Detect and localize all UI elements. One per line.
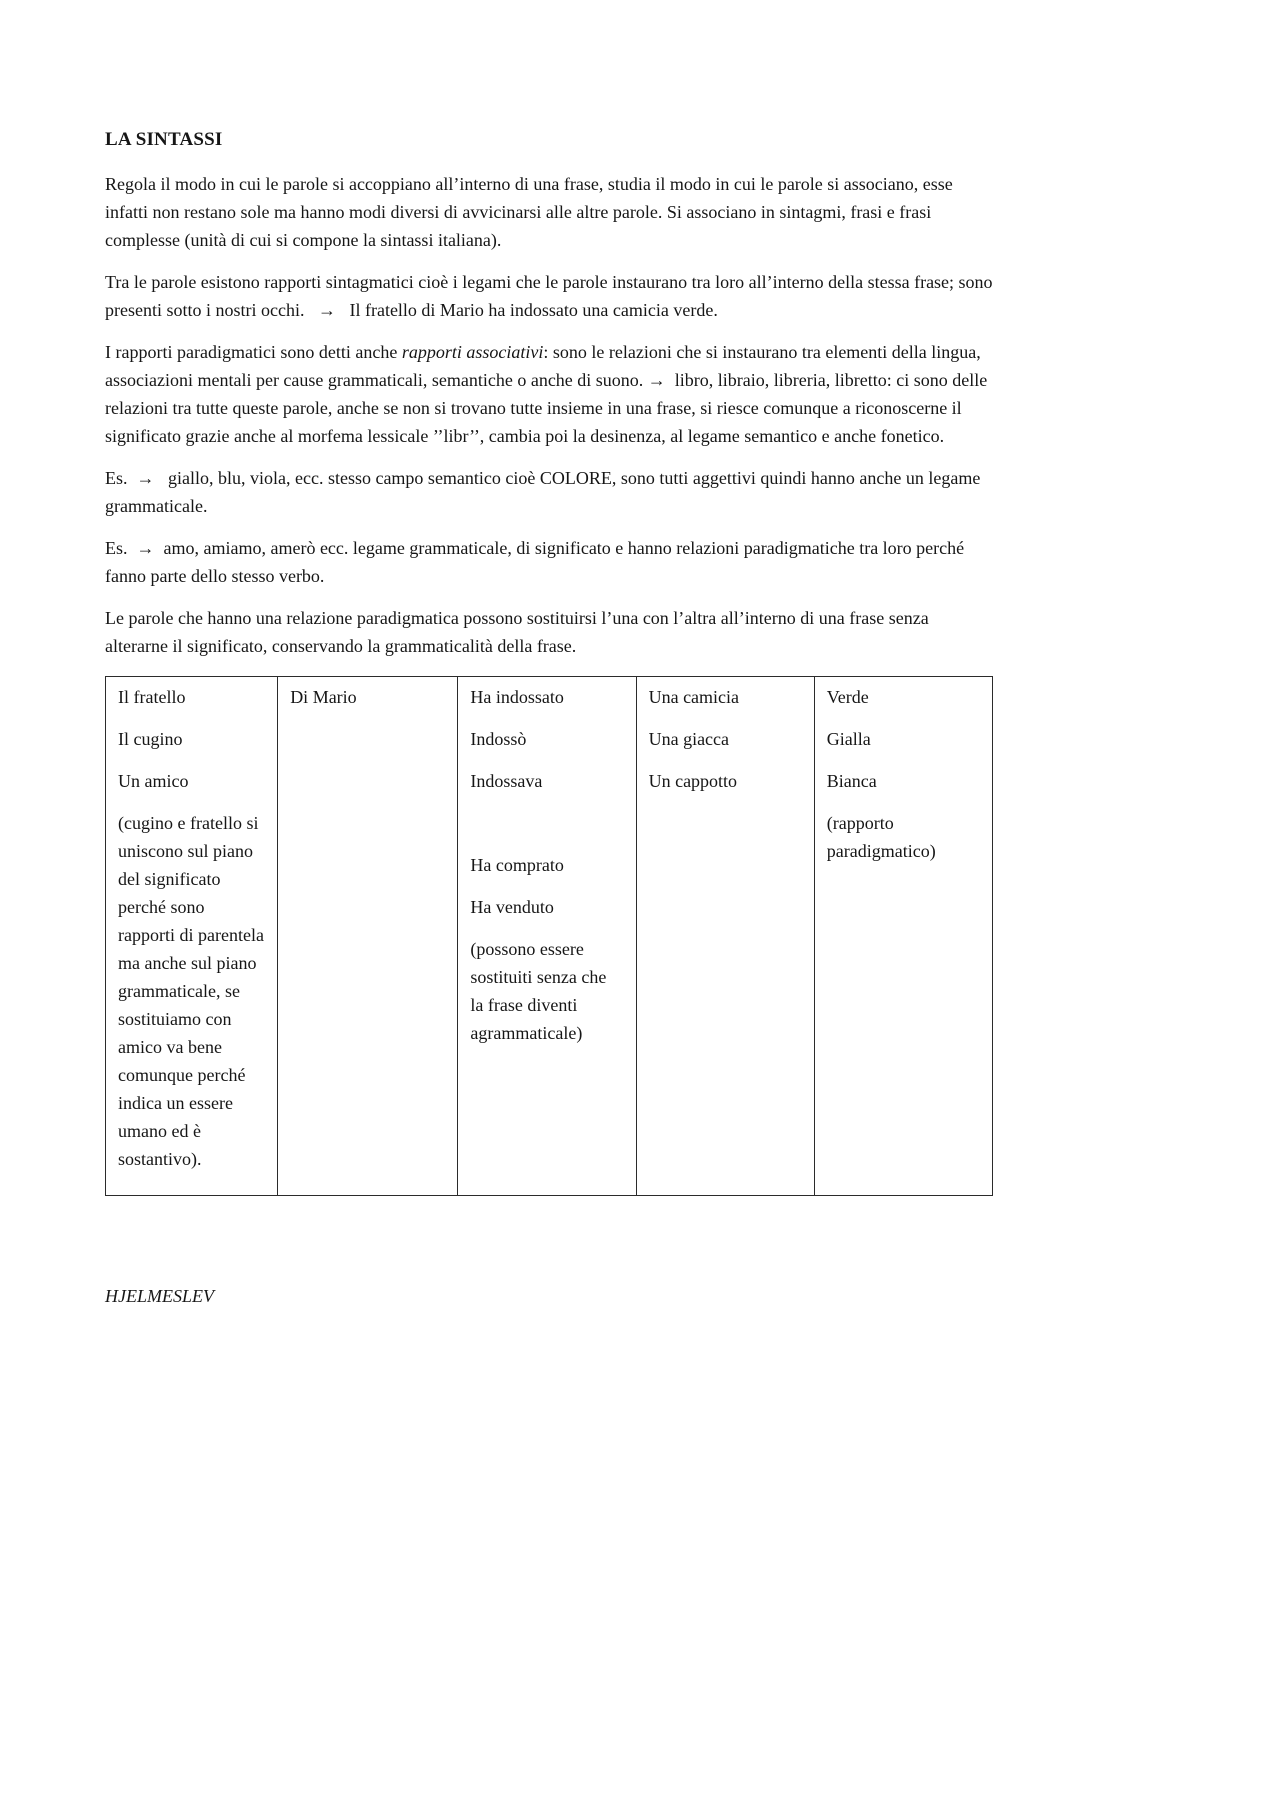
paragraph-definition: Regola il modo in cui le parole si accoppiano all’interno di una frase, studia il modo in cui le parole si associano, esse infatti non restano sole ma hanno modi diversi di avvicinarsi alle altre parole. Si associano in sintagmi, frasi e frasi complesse (unità di cui si compone la sintassi italiana). (105, 174, 953, 250)
document-title: LA SINTASSI (105, 129, 223, 150)
footer-author: HJELMESLEV (105, 1286, 214, 1306)
cell-text: Ha indossato (470, 687, 564, 707)
table-cell-object (636, 677, 814, 1196)
cell-text: Il fratello (118, 687, 186, 707)
cell-note: (possono essere sostituiti senza che la frase diventi agrammaticale) (470, 939, 607, 1043)
cell-note: (cugino e fratello si uniscono sul piano del significato perché sono rapporti di parentela ma anche sul piano grammaticale, se sostituiamo con amico va bene comunque perché indica un essere umano ed è sostantivo). (118, 813, 264, 1169)
cell-text: Bianca (826, 771, 877, 791)
cell-text: Un cappotto (648, 771, 738, 791)
paragraph-paradigmatici-rest: : sono le relazioni che si instaurano tra elementi della lingua, associazioni mentali per cause grammaticali, semantiche o anche di suono. → libro, libraio, libreria, libretto: ci sono delle relazioni tra tutte queste parole, anche se non si trovano tutte insieme in una frase, si riesce comunque a riconoscerne il significato grazie anche al morfema lessicale ’’libr’’, cambia poi la desinenza, al legame semantico e anche fonetico. (105, 342, 988, 446)
cell-text: Di Mario (290, 687, 357, 707)
cell-text: Verde (826, 687, 869, 707)
paragraph-rapporti-sintagmatici: Tra le parole esistono rapporti sintagmatici cioè i legami che le parole instaurano tra loro all’interno della stessa frase; sono presenti sotto i nostri occhi. → Il fratello di Mario ha indossato una camicia verde. (105, 272, 993, 320)
paragraph-example-colori: Es. → giallo, blu, viola, ecc. stesso campo semantico cioè COLORE, sono tutti aggettivi quindi hanno anche un legame grammaticale. (105, 468, 981, 516)
paragraph-example-verbi: Es. → amo, amiamo, amerò ecc. legame grammaticale, di significato e hanno relazioni paradigmatiche tra loro perché fanno parte dello stesso verbo. (105, 538, 965, 586)
substitution-table (105, 676, 993, 1196)
table-cell-complement (278, 677, 458, 1196)
cell-text: Ha venduto (470, 897, 554, 917)
cell-spacer (470, 809, 623, 837)
cell-text: Indossava (470, 771, 543, 791)
paragraph-paradigmatici-lead: I rapporti paradigmatici sono detti anche (105, 342, 402, 362)
table-cell-adjective (814, 677, 992, 1196)
paragraph-rapporti-paradigmatici (105, 338, 993, 450)
cell-text: Il cugino (118, 729, 183, 749)
cell-text: Ha comprato (470, 855, 564, 875)
cell-note: (rapporto paradigmatico) (826, 813, 936, 861)
table-row (106, 677, 993, 1196)
paragraph-sostituzione: Le parole che hanno una relazione paradigmatica possono sostituirsi l’una con l’altra all’interno di una frase senza alterarne il significato, conservando la grammaticalità della frase. (105, 608, 929, 656)
cell-text: Un amico (118, 771, 189, 791)
cell-text: Gialla (826, 729, 871, 749)
table-cell-verb (458, 677, 636, 1196)
cell-text: Una giacca (648, 729, 730, 749)
table-cell-subject (106, 677, 278, 1196)
italic-term-rapporti-associativi: rapporti associativi (401, 342, 544, 362)
cell-text: Una camicia (648, 687, 740, 707)
cell-text: Indossò (470, 729, 527, 749)
